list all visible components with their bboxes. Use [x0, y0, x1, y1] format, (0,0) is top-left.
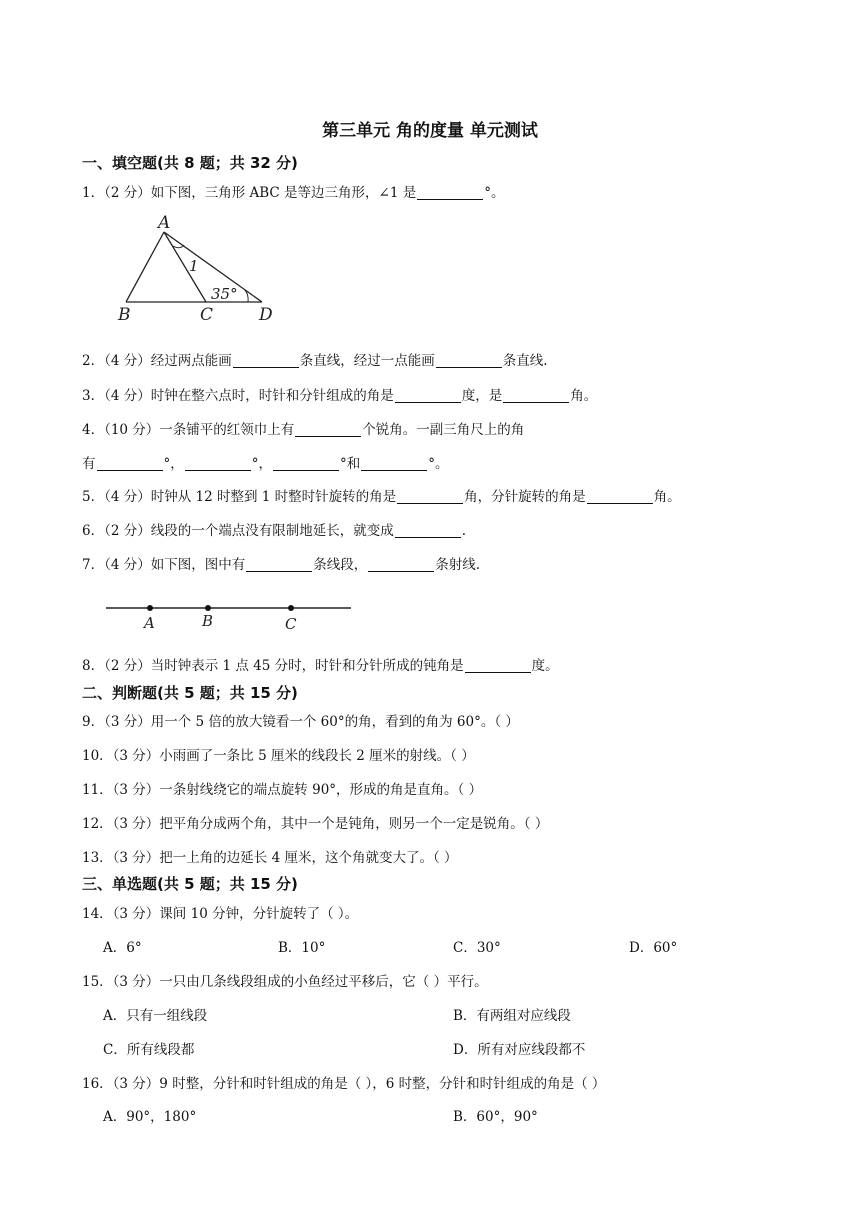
- q4-text-d: °，: [163, 456, 184, 472]
- answer-blank[interactable]: [436, 353, 502, 368]
- q7-text-end: 条射线.: [435, 557, 481, 573]
- q7-text-mid: 条线段，: [313, 557, 368, 573]
- answer-blank[interactable]: [395, 523, 461, 538]
- question-11: 11．（3 分）一条射线绕它的端点旋转 90°，形成的角是直角。（ ）: [82, 782, 483, 798]
- question-2: [82, 349, 548, 369]
- section-fill-blank: 一、填空题(共 8 题；共 32 分): [82, 154, 298, 172]
- question-5: [82, 485, 681, 505]
- q15-option-b[interactable]: B．有两组对应线段: [453, 1008, 571, 1024]
- q15-option-a[interactable]: A．只有一组线段: [103, 1008, 208, 1024]
- line-figure: [100, 596, 360, 636]
- answer-blank[interactable]: [368, 557, 434, 572]
- question-1: [82, 181, 505, 201]
- q1-text: 1．（2 分）如下图，三角形 ABC 是等边三角形，∠1 是: [82, 185, 417, 201]
- q2-text: 2．（4 分）经过两点能画: [82, 353, 232, 369]
- label-angle-35: 35°: [211, 285, 238, 303]
- q4-text-g: °。: [428, 456, 449, 472]
- question-12: 12．（3 分）把平角分成两个角，其中一个是钝角，则另一个一定是锐角。（ ）: [82, 816, 549, 832]
- q16-option-b[interactable]: B．60°，90°: [453, 1109, 538, 1125]
- q4-text-c: 有: [82, 456, 96, 472]
- question-10: 10．（3 分）小雨画了一条比 5 厘米的线段长 2 厘米的射线。（ ）: [82, 748, 475, 764]
- answer-blank[interactable]: [295, 422, 361, 437]
- label-a: A: [158, 213, 171, 233]
- label-b: B: [118, 305, 131, 325]
- edge-ac: [164, 232, 206, 302]
- question-14: 14．（3 分）课间 10 分钟，分针旋转了（ ）。: [82, 906, 359, 922]
- point-a: [147, 605, 153, 611]
- q4-text: 4．（10 分）一条铺平的红领巾上有: [82, 422, 295, 438]
- section-true-false: 二、判断题(共 5 题；共 15 分): [82, 684, 298, 702]
- question-9: 9．（3 分）用一个 5 倍的放大镜看一个 60°的角，看到的角为 60°。（ ）: [82, 714, 519, 730]
- q5-text-end: 角。: [653, 489, 681, 505]
- answer-blank[interactable]: [395, 388, 461, 403]
- answer-blank[interactable]: [465, 658, 531, 673]
- q2-text-mid: 条直线，经过一点能画: [299, 353, 435, 369]
- answer-blank[interactable]: [233, 353, 299, 368]
- triangle-figure: [110, 212, 285, 327]
- edge-ab: [126, 232, 164, 302]
- question-13: 13．（3 分）把一上角的边延长 4 厘米，这个角就变大了。（ ）: [82, 850, 458, 866]
- question-6: [82, 519, 466, 539]
- q3-text-end: 角。: [570, 388, 598, 404]
- label-c: C: [200, 305, 214, 325]
- page-title: 第三单元 角的度量 单元测试: [322, 121, 538, 141]
- answer-blank[interactable]: [185, 456, 251, 471]
- point-b: [205, 605, 211, 611]
- answer-blank[interactable]: [246, 557, 312, 572]
- answer-blank[interactable]: [587, 489, 653, 504]
- q15-option-d[interactable]: D．所有对应线段都不: [453, 1042, 586, 1058]
- q4-text-f: °和: [340, 456, 361, 472]
- label-b: B: [202, 612, 214, 630]
- question-16: 16．（3 分）9 时整，分针和时针组成的角是（ ），6 时整，分针和时针组成的角是（ ）: [82, 1076, 606, 1092]
- label-d: D: [259, 305, 273, 325]
- label-a: A: [144, 614, 155, 632]
- answer-blank[interactable]: [273, 456, 339, 471]
- q16-option-a[interactable]: A．90°，180°: [103, 1109, 197, 1125]
- q6-text-end: .: [461, 523, 467, 539]
- question-7: [82, 553, 480, 573]
- answer-blank[interactable]: [503, 388, 569, 403]
- answer-blank[interactable]: [397, 489, 463, 504]
- point-c: [288, 605, 294, 611]
- q14-option-d[interactable]: D．60°: [629, 940, 678, 956]
- q7-text: 7．（4 分）如下图，图中有: [82, 557, 246, 573]
- section-single-choice: 三、单选题(共 5 题；共 15 分): [82, 875, 298, 893]
- q3-text-mid: 度，是: [461, 388, 503, 404]
- question-4-cont: [82, 452, 449, 472]
- q6-text: 6．（2 分）线段的一个端点没有限制地延长，就变成: [82, 523, 394, 539]
- answer-blank[interactable]: [97, 456, 163, 471]
- answer-blank[interactable]: [361, 456, 427, 471]
- q15-option-c[interactable]: C．所有线段都: [103, 1042, 195, 1058]
- q5-text: 5．（4 分）时钟从 12 时整到 1 时整时针旋转的角是: [82, 489, 397, 505]
- q4-text-e: °，: [251, 456, 272, 472]
- q14-option-c[interactable]: C．30°: [453, 940, 501, 956]
- q14-option-b[interactable]: B．10°: [278, 940, 326, 956]
- q14-option-a[interactable]: A．6°: [103, 940, 142, 956]
- q8-text-end: 度。: [531, 658, 559, 674]
- question-8: [82, 654, 559, 674]
- answer-blank[interactable]: [417, 185, 483, 200]
- q4-text-mid: 个锐角。一副三角尺上的角: [362, 422, 525, 438]
- q2-text-end: 条直线.: [502, 353, 548, 369]
- question-3: [82, 384, 597, 404]
- question-4: [82, 418, 524, 438]
- label-c: C: [285, 615, 297, 633]
- q8-text: 8．（2 分）当时钟表示 1 点 45 分时，时针和分针所成的钝角是: [82, 658, 464, 674]
- q1-text-end: °。: [484, 185, 505, 201]
- q3-text: 3．（4 分）时钟在整六点时，时针和分针组成的角是: [82, 388, 394, 404]
- label-angle-1: 1: [189, 257, 199, 275]
- q5-text-mid: 角，分针旋转的角是: [464, 489, 586, 505]
- question-15: 15．（3 分）一只由几条线段组成的小鱼经过平移后，它（ ）平行。: [82, 974, 488, 990]
